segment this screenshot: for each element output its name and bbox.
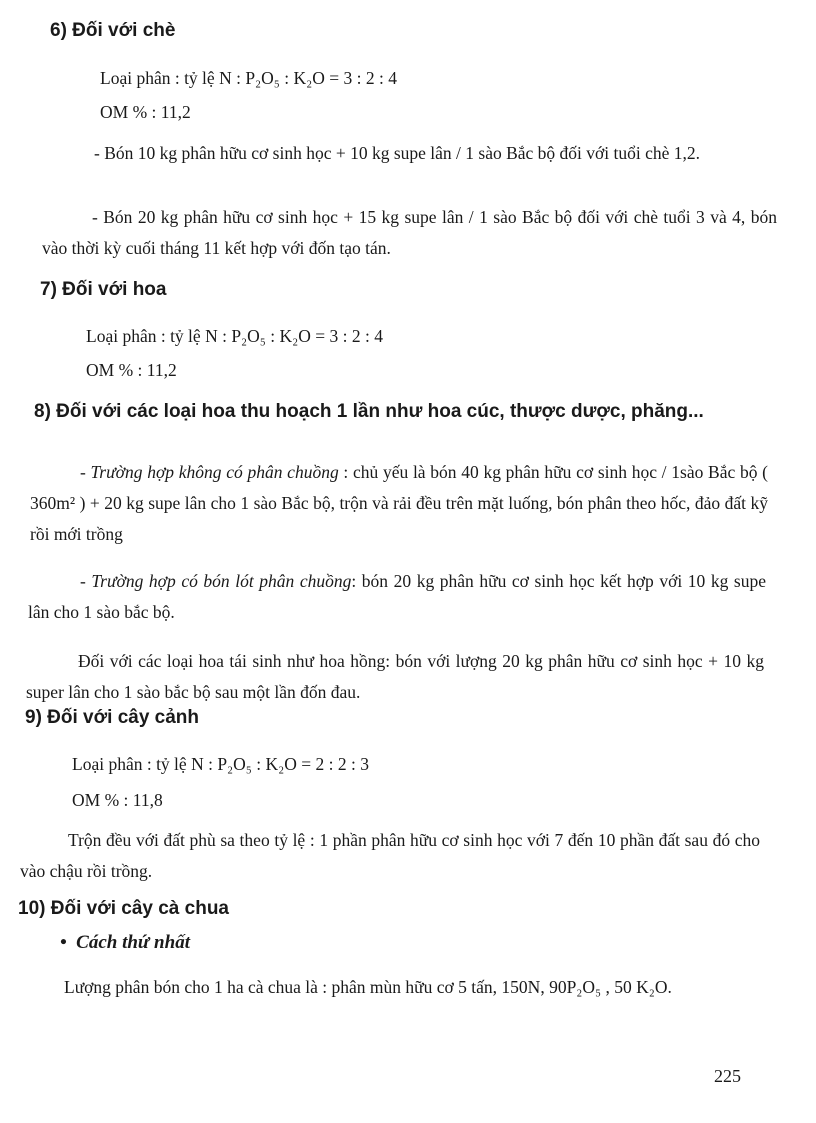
section-7-heading: 7) Đối với hoa (40, 279, 167, 300)
section-8-p1-text: : chủ yếu là bón 40 kg phân hữu cơ sinh học / 1sào Bắc bộ ( 360m² ) + 20 kg supe lân cho 1 sào Bắc bộ, trộn và rải đều trên mặt luống, bón phân theo hốc, đảo đất kỹ rồi mới trồng (30, 462, 768, 544)
section-9-heading: 9) Đối với cây cảnh (25, 707, 200, 728)
section-6-om: OM % : 11,2 (100, 102, 191, 122)
section-6-fertilizer-ratio: Loại phân : tỷ lệ N : P₂O₅ : K₂O = 3 : 2 : 4 (100, 68, 397, 88)
section-8-heading: 8) Đối với các loại hoa thu hoạch 1 lần như hoa cúc, thược dược, phăng... (34, 401, 704, 422)
section-8-p2-italic: - Trường hợp có bón lót phân chuồng (80, 571, 352, 591)
section-9-om: OM % : 11,8 (72, 790, 163, 810)
section-9-fertilizer-ratio: Loại phân : tỷ lệ N : P₂O₅ : K₂O = 2 : 2 : 3 (72, 754, 369, 774)
section-8-p2-text: : bón 20 kg phân hữu cơ sinh học kết hợp với 10 kg supe lân cho 1 sào bắc bộ. (28, 571, 766, 622)
section-10-paragraph-1: Lượng phân bón cho 1 ha cà chua là : phân mùn hữu cơ 5 tấn, 150N, 90P₂O₅ , 50 K₂O. (64, 977, 672, 997)
section-9-paragraph-1: Trộn đều với đất phù sa theo tỷ lệ : 1 phần phân hữu cơ sinh học với 7 đến 10 phần đất sau đó cho vào chậu rồi trồng. (20, 830, 760, 881)
section-7-fertilizer-ratio: Loại phân : tỷ lệ N : P₂O₅ : K₂O = 3 : 2 : 4 (86, 326, 383, 346)
section-8-paragraph-1 (30, 457, 768, 550)
section-8-paragraph-2 (28, 566, 766, 628)
page-number: 225 (714, 1066, 741, 1086)
bullet-dot: • (60, 932, 67, 953)
section-7-om: OM % : 11,2 (86, 360, 177, 380)
section-8-p1-italic: - Trường hợp không có phân chuồng (80, 462, 339, 482)
section-10-bullet (60, 932, 190, 954)
section-10-heading: 10) Đối với cây cà chua (18, 898, 229, 919)
section-6-paragraph-1: - Bón 10 kg phân hữu cơ sinh học + 10 kg supe lân / 1 sào Bắc bộ đối với tuổi chè 1,2. (94, 143, 701, 163)
section-6-heading: 6) Đối với chè (50, 20, 176, 41)
section-6-paragraph-2: - Bón 20 kg phân hữu cơ sinh học + 15 kg supe lân / 1 sào Bắc bộ đối với chè tuổi 3 và 4, bón vào thời kỳ cuối tháng 11 kết hợp với đốn tạo tán. (42, 207, 777, 258)
section-8-paragraph-3: Đối với các loại hoa tái sinh như hoa hồng: bón với lượng 20 kg phân hữu cơ sinh học + 10 kg super lân cho 1 sào bắc bộ sau một lần đốn đau. (26, 651, 764, 702)
section-10-bullet-label: Cách thứ nhất (76, 932, 190, 953)
